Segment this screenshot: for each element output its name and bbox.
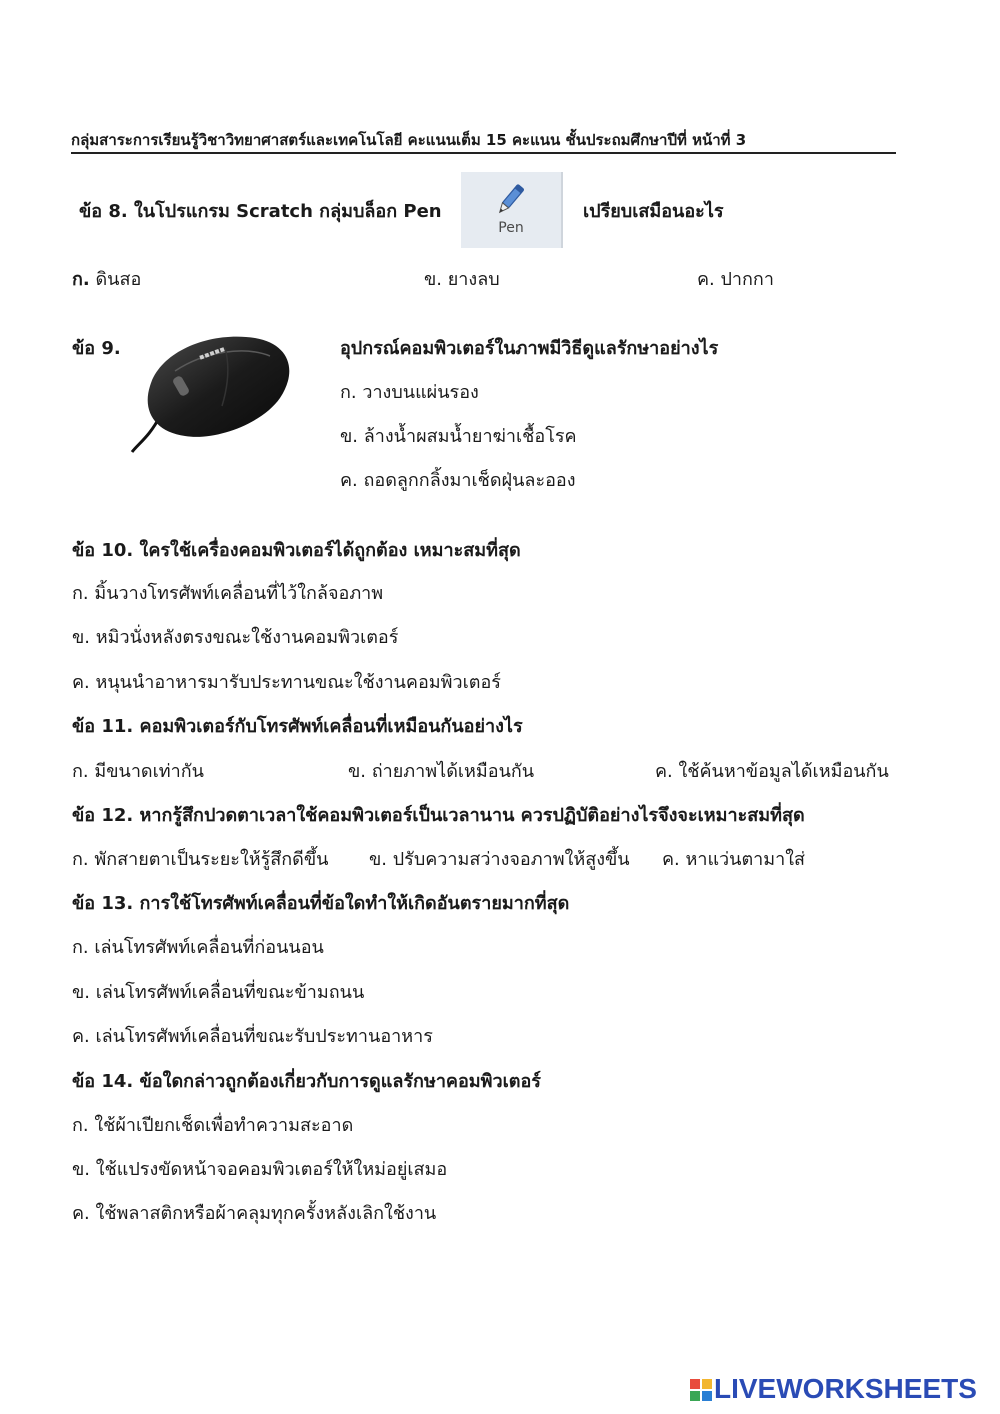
q11-option-a: ก. มีขนาดเท่ากัน xyxy=(72,761,204,782)
q14-option-a: ก. ใช้ผ้าเปียกเช็ดเพื่อทำความสะอาด xyxy=(72,1115,354,1136)
q14-option-b: ข. ใช้แปรงขัดหน้าจอคอมพิวเตอร์ให้ใหม่อยู่เสมอ xyxy=(72,1159,448,1180)
page-header: กลุ่มสาระการเรียนรู้วิชาวิทยาศาสตร์และเทคโนโลยี คะแนนเต็ม 15 คะแนน ชั้นประถมศึกษาปีที่ หน้าที่ 3 xyxy=(71,131,747,149)
q11-option-b: ข. ถ่ายภาพได้เหมือนกัน xyxy=(348,761,535,782)
q8-suffix: เปรียบเสมือนอะไร xyxy=(583,201,724,222)
q8-prefix: ข้อ 8. ในโปรแกรม Scratch กลุ่มบล็อก Pen xyxy=(79,201,442,222)
q9-question: อุปกรณ์คอมพิวเตอร์ในภาพมีวิธีดูแลรักษาอย่างไร xyxy=(340,338,719,359)
q8-option-b: ข. ยางลบ xyxy=(424,269,500,290)
q12-option-c: ค. หาแว่นตามาใส่ xyxy=(662,849,806,870)
pen-block-label: Pen xyxy=(498,220,524,236)
q8-option-a-letter: ก. xyxy=(72,269,90,290)
liveworksheets-logo-text: LIVEWORKSHEETS xyxy=(714,1373,977,1404)
q8-option-a xyxy=(72,264,141,293)
q13-option-b: ข. เล่นโทรศัพท์เคลื่อนที่ขณะข้ามถนน xyxy=(72,982,365,1003)
computer-mouse-icon xyxy=(130,326,300,456)
q13-question: ข้อ 13. การใช้โทรศัพท์เคลื่อนที่ข้อใดทำให้เกิดอันตรายมากที่สุด xyxy=(72,893,570,914)
q9-option-b: ข. ล้างน้ำผสมน้ำยาฆ่าเชื้อโรค xyxy=(340,426,577,447)
pen-block-image xyxy=(461,172,563,248)
q8-option-c: ค. ปากกา xyxy=(697,269,774,290)
q12-option-a: ก. พักสายตาเป็นระยะให้รู้สึกดีขึ้น xyxy=(72,849,329,870)
q9-number: ข้อ 9. xyxy=(72,338,121,359)
liveworksheets-logo-icon xyxy=(690,1379,712,1401)
svg-text:▪▪▪▪▪: ▪▪▪▪▪ xyxy=(197,344,227,362)
q10-option-a: ก. มิ้นวางโทรศัพท์เคลื่อนที่ไว้ใกล้จอภาพ xyxy=(72,583,384,604)
q10-option-c: ค. หนุนนำอาหารมารับประทานขณะใช้งานคอมพิวเตอร์ xyxy=(72,672,501,693)
header-divider xyxy=(71,152,896,154)
q11-option-c: ค. ใช้ค้นหาข้อมูลได้เหมือนกัน xyxy=(655,761,889,782)
q13-option-c: ค. เล่นโทรศัพท์เคลื่อนที่ขณะรับประทานอาหาร xyxy=(72,1026,433,1047)
q8-option-a-text: ดินสอ xyxy=(95,269,142,290)
q12-option-b: ข. ปรับความสว่างจอภาพให้สูงขึ้น xyxy=(369,849,630,870)
pen-icon xyxy=(492,180,528,220)
q10-option-b: ข. หมิวนั่งหลังตรงขณะใช้งานคอมพิวเตอร์ xyxy=(72,627,399,648)
q11-question: ข้อ 11. คอมพิวเตอร์กับโทรศัพท์เคลื่อนที่เหมือนกันอย่างไร xyxy=(72,716,523,737)
q14-question: ข้อ 14. ข้อใดกล่าวถูกต้องเกี่ยวกับการดูแลรักษาคอมพิวเตอร์ xyxy=(72,1071,541,1092)
q9-option-a: ก. วางบนแผ่นรอง xyxy=(340,382,479,403)
q13-option-a: ก. เล่นโทรศัพท์เคลื่อนที่ก่อนนอน xyxy=(72,937,324,958)
q14-option-c: ค. ใช้พลาสติกหรือผ้าคลุมทุกครั้งหลังเลิกใช้งาน xyxy=(72,1203,437,1224)
q9-option-c: ค. ถอดลูกกลิ้งมาเช็ดฝุ่นละออง xyxy=(340,470,576,491)
q10-question: ข้อ 10. ใครใช้เครื่องคอมพิวเตอร์ได้ถูกต้อง เหมาะสมที่สุด xyxy=(72,540,521,561)
q12-question: ข้อ 12. หากรู้สึกปวดตาเวลาใช้คอมพิวเตอร์เป็นเวลานาน ควรปฏิบัติอย่างไรจึงจะเหมาะสมที่สุด xyxy=(72,805,805,826)
